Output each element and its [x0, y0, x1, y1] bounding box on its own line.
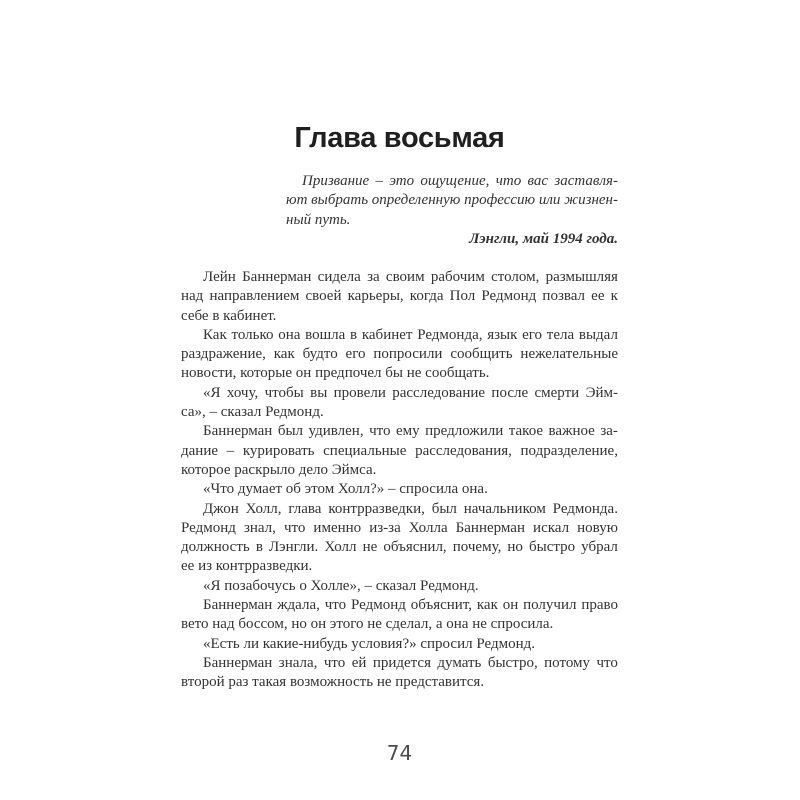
text-line: себе в кабинет. — [181, 307, 277, 324]
body-text — [181, 268, 618, 693]
paragraph — [181, 384, 618, 423]
text-line: раздражение, как будто его попросили сообщить нежелательные — [181, 346, 618, 363]
text-line: Баннерман был удивлен, что ему предложили такое важное за- — [203, 423, 618, 440]
paragraph — [181, 326, 618, 384]
text-line: Редмонд знал, что именно из-за Холла Баннерман искал новую — [181, 519, 618, 536]
text-line: «Я хочу, чтобы вы провели расследование после смерти Эйм- — [203, 384, 618, 401]
paragraph — [181, 500, 618, 577]
text-line: ют выбрать определенную профессию или жизнен- — [286, 192, 618, 209]
paragraph — [181, 422, 618, 480]
text-line: Призвание – это ощущение, что вас заставля- — [302, 173, 618, 189]
paragraph — [181, 596, 618, 635]
paragraph — [181, 635, 618, 654]
paragraph — [181, 654, 618, 693]
text-line: «Есть ли какие-нибудь условия?» спросил Редмонд. — [203, 635, 535, 652]
text-line: Баннерман ждала, что Редмонд объяснит, как он получил право — [203, 597, 618, 614]
text-line: дание – курировать специальные расследования, подразделение, — [181, 442, 618, 459]
text-line: Как только она вошла в кабинет Редмонда, язык его тела выдал — [203, 326, 618, 343]
text-line: над направлением своей карьеры, когда Пол Редмонд позвал ее к — [181, 288, 618, 305]
epigraph-attribution: Лэнгли, май 1994 года. — [469, 230, 618, 247]
epigraph-lines — [286, 172, 618, 230]
page-number: 74 — [386, 741, 413, 765]
text-line: вето над боссом, но он этого не сделал, а она не спросила. — [181, 616, 554, 633]
epigraph — [286, 172, 618, 249]
text-line: Баннерман знала, что ей придется думать быстро, потому что — [203, 654, 618, 671]
text-line: «Я позабочусь о Холле», – сказал Редмонд. — [203, 577, 479, 594]
text-line: должность в Лэнгли. Холл не объяснил, почему, но быстро убрал — [181, 539, 618, 556]
text-line: Лейн Баннерман сидела за своим рабочим столом, размышляя — [203, 269, 618, 285]
text-line: «Что думает об этом Холл?» – спросила она. — [203, 481, 488, 498]
text-line: ный путь. — [286, 211, 351, 228]
paragraph — [181, 577, 618, 596]
text-line: второй раз такая возможность не представится. — [181, 674, 485, 691]
paragraph — [181, 268, 618, 326]
text-line: са», – сказал Редмонд. — [181, 404, 324, 421]
text-line: ее из контрразведки. — [181, 558, 313, 575]
text-line: Джон Холл, глава контрразведки, был начальником Редмонда. — [203, 500, 618, 517]
text-line: которое раскрыло дело Эймса. — [181, 461, 377, 478]
paragraph — [181, 480, 618, 499]
text-line: новости, которые он предпочел бы не сообщать. — [181, 365, 490, 382]
chapter-title: Глава восьмая — [294, 122, 505, 154]
